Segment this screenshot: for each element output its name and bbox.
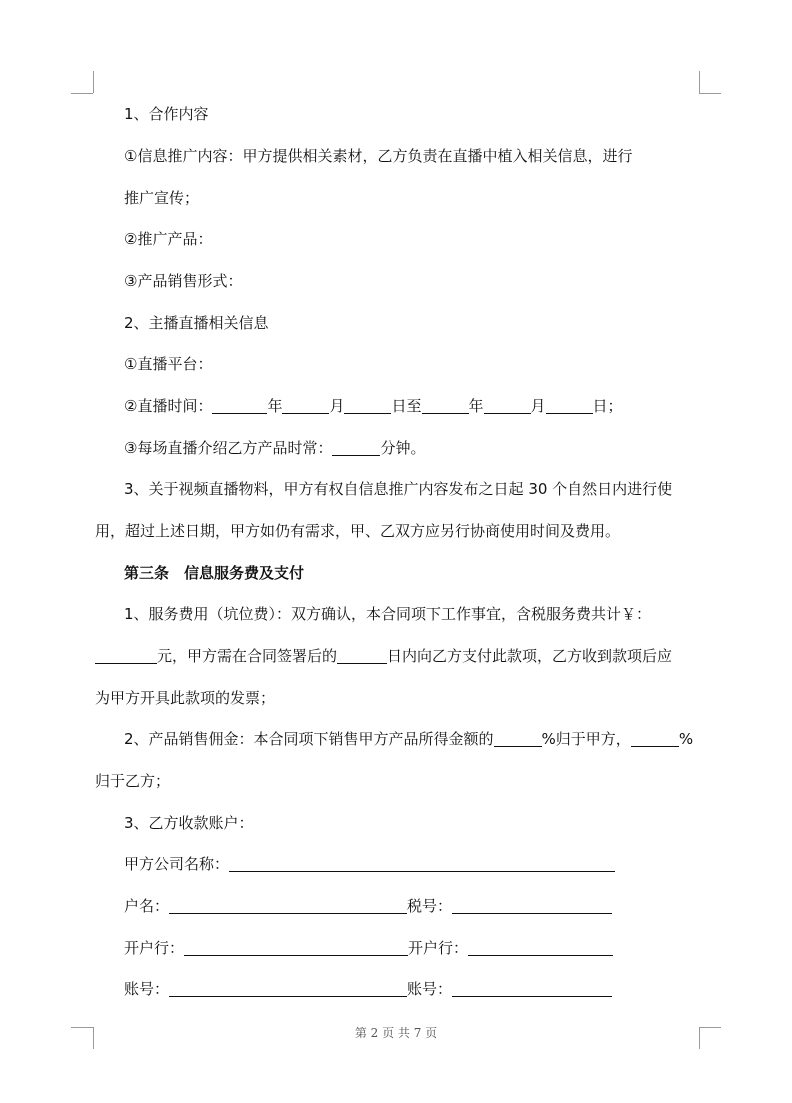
blank-company-name (229, 856, 615, 872)
paragraph-service-fee-end: 为甲方开具此款项的发票； (95, 689, 276, 707)
field-bank-account-heading: 3、乙方收款账户： (124, 814, 254, 832)
account-number-label-2: 账号： (407, 980, 453, 998)
field-promoted-product: ②推广产品： (124, 230, 213, 248)
unit-minutes: 分钟。 (380, 439, 426, 457)
blank-end-year (422, 398, 469, 414)
commission-text-a: 2、产品销售佣金：本合同项下销售甲方产品所得金额的 (124, 730, 494, 748)
field-sales-form: ③产品销售形式： (124, 272, 243, 290)
field-intro-duration (124, 438, 425, 458)
page-footer: 第 2 页 共 7 页 (354, 1026, 438, 1040)
paragraph-service-fee: 1、服务费用（坑位费）：双方确认，本合同项下工作事宜，含税服务费共计￥： (124, 605, 652, 623)
blank-start-month (282, 398, 329, 414)
field-live-time (124, 396, 623, 416)
fee-text-b: 日内向乙方支付此款项，乙方收到款项后应 (387, 647, 673, 665)
crop-mark-top-right (699, 93, 721, 94)
company-name-label: 甲方公司名称： (124, 855, 230, 873)
unit-day-to: 日至 (391, 397, 422, 415)
paragraph-info-promotion: ①信息推广内容：甲方提供相关素材，乙方负责在直播中植入相关信息，进行 (124, 147, 633, 165)
field-live-platform: ①直播平台： (124, 355, 213, 373)
crop-mark-top-right-v (699, 71, 700, 93)
blank-minutes (332, 440, 380, 456)
section-heading-cooperation: 1、合作内容 (124, 105, 209, 123)
commission-text-c: % (678, 730, 694, 748)
bank-label-2: 开户行： (408, 939, 469, 957)
paragraph-commission (124, 729, 693, 749)
blank-tax-id (452, 898, 612, 914)
blank-start-year (212, 398, 267, 414)
blank-bank-1 (184, 940, 408, 956)
blank-account-name (169, 898, 407, 914)
blank-start-day (344, 398, 391, 414)
field-bank-names (124, 938, 613, 958)
blank-party-a-percent (494, 731, 542, 747)
blank-end-month (484, 398, 531, 414)
field-account-name-tax (124, 896, 612, 916)
blank-account-number-1 (169, 981, 407, 997)
paragraph-video-materials-cont: 用，超过上述日期，甲方如仍有需求，甲、乙双方应另行协商使用时间及费用。 (95, 522, 621, 540)
unit-month-2: 月 (530, 397, 546, 415)
blank-account-number-2 (452, 981, 612, 997)
unit-day-2: 日； (592, 397, 623, 415)
blank-bank-2 (468, 940, 613, 956)
crop-mark-top-left (71, 93, 93, 94)
paragraph-service-fee-cont (95, 646, 672, 666)
article-three-heading: 第三条 信息服务费及支付 (124, 564, 305, 582)
commission-text-b: %归于甲方， (541, 730, 631, 748)
blank-party-b-percent (631, 731, 679, 747)
unit-month: 月 (329, 397, 345, 415)
bank-label-1: 开户行： (124, 939, 185, 957)
live-time-label: ②直播时间： (124, 397, 213, 415)
paragraph-info-promotion-cont: 推广宣传； (124, 189, 200, 207)
blank-end-day (546, 398, 593, 414)
blank-payment-days (337, 648, 387, 664)
crop-mark-top-left-v (93, 71, 94, 93)
account-name-label: 户名： (124, 897, 170, 915)
tax-id-label: 税号： (407, 897, 453, 915)
unit-year: 年 (267, 397, 283, 415)
paragraph-commission-end: 归于乙方； (95, 772, 171, 790)
field-account-numbers (124, 979, 612, 999)
field-company-name (124, 854, 615, 874)
paragraph-video-materials: 3、关于视频直播物料，甲方有权自信息推广内容发布之日起 30 个自然日内进行使 (124, 480, 673, 498)
unit-year-2: 年 (468, 397, 484, 415)
blank-fee-amount (95, 648, 157, 664)
section-heading-anchor-info: 2、主播直播相关信息 (124, 314, 269, 332)
intro-duration-label: ③每场直播介绍乙方产品时常： (124, 439, 333, 457)
account-number-label-1: 账号： (124, 980, 170, 998)
fee-text-a: 元，甲方需在合同签署后的 (157, 647, 338, 665)
